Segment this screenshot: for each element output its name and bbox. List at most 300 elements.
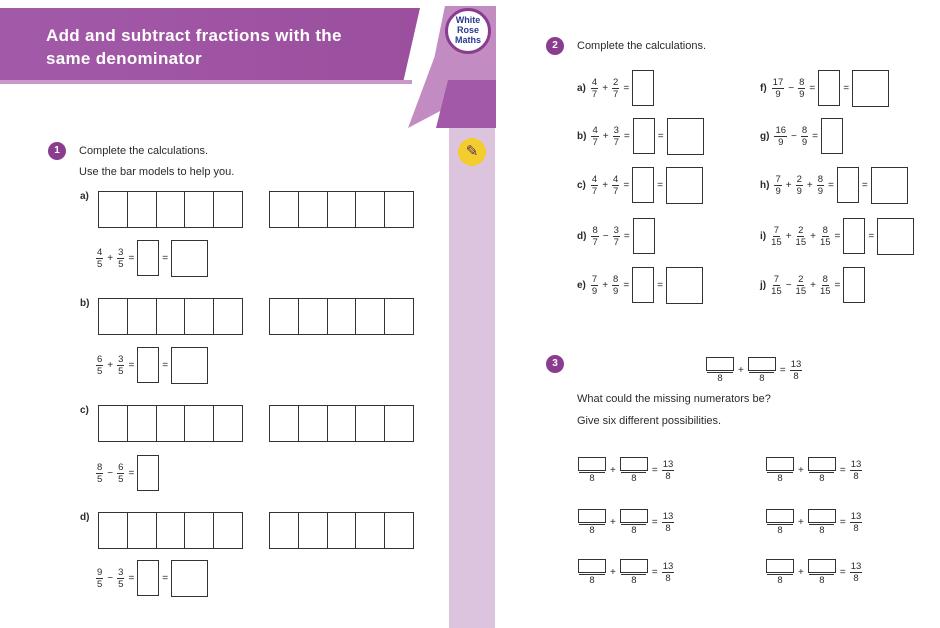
q1-hint: Use the bar models to help you. (79, 166, 235, 178)
denominator: 5 (97, 473, 103, 485)
answer-box[interactable] (667, 118, 704, 155)
numerator: 16 (775, 124, 787, 136)
fraction (772, 77, 785, 100)
numerator: 4 (613, 173, 619, 185)
denominator: 7 (591, 88, 598, 100)
denominator: 7 (613, 88, 619, 100)
equals-sign: = (834, 279, 841, 291)
fraction (796, 274, 807, 297)
operator: − (107, 467, 114, 479)
fraction (620, 559, 648, 586)
fraction (808, 457, 836, 484)
calculation-j (760, 265, 865, 305)
numerator: 4 (97, 246, 103, 258)
bar-cell[interactable] (327, 298, 357, 335)
bar-model (98, 512, 242, 549)
numerator: 13 (790, 358, 802, 370)
fraction (766, 457, 794, 484)
denominator: 15 (819, 236, 831, 248)
bar-model (269, 512, 413, 549)
bar-cell[interactable] (384, 405, 414, 442)
numerator: 2 (796, 173, 802, 185)
possibility-6 (765, 552, 863, 592)
equals-sign: = (623, 130, 630, 142)
answer-box[interactable] (633, 118, 655, 154)
bar-cell[interactable] (156, 405, 186, 442)
numerator: 4 (592, 124, 598, 136)
answer-box[interactable] (818, 70, 840, 106)
part-label: i) (760, 230, 767, 242)
bar-cell[interactable] (98, 405, 128, 442)
fraction (96, 462, 103, 485)
bar-model (98, 191, 242, 228)
bar-cell[interactable] (384, 298, 414, 335)
operator: + (785, 179, 792, 191)
numerator: 8 (799, 76, 805, 88)
bar-cell[interactable] (156, 512, 186, 549)
equals-sign: = (868, 230, 875, 242)
denominator: 8 (665, 572, 671, 584)
bar-cell[interactable] (213, 512, 243, 549)
equals-sign: = (812, 130, 819, 142)
answer-box[interactable] (137, 560, 159, 596)
bar-cell[interactable] (184, 512, 214, 549)
possibility-1 (577, 450, 675, 490)
denominator: 5 (97, 578, 103, 590)
operator: + (602, 82, 609, 94)
equals-sign: = (162, 252, 169, 264)
bar-cell[interactable] (213, 405, 243, 442)
bar-cell[interactable] (327, 512, 357, 549)
fraction (612, 77, 619, 100)
answer-box[interactable] (171, 240, 208, 277)
bar-cell[interactable] (269, 512, 299, 549)
question-2-number: 2 (546, 37, 564, 55)
equals-sign: = (623, 230, 630, 242)
denominator: 15 (819, 285, 831, 297)
operator: + (806, 179, 813, 191)
fraction (774, 125, 787, 148)
answer-box[interactable] (871, 167, 908, 204)
part-label: b) (80, 298, 90, 309)
fraction (578, 457, 606, 484)
fraction (796, 174, 803, 197)
banner-edge (0, 80, 412, 84)
denominator: 8 (767, 574, 792, 586)
numerator: 13 (662, 458, 674, 470)
fraction (850, 511, 863, 534)
possibility-3 (577, 552, 675, 592)
equals-sign: = (828, 179, 834, 191)
bar-cell[interactable] (98, 512, 128, 549)
numerator: 9 (97, 566, 103, 578)
numerator: 2 (798, 224, 804, 236)
calculation (95, 345, 208, 385)
equals-sign: = (651, 516, 658, 528)
fraction (591, 274, 598, 297)
denominator: 8 (579, 574, 604, 586)
equals-sign: = (623, 179, 630, 191)
fraction (591, 225, 598, 248)
fraction (591, 125, 598, 148)
equals-sign: = (128, 572, 135, 584)
denominator: 8 (665, 470, 671, 482)
denominator: 8 (621, 472, 646, 484)
bar-cell[interactable] (269, 298, 299, 335)
calculation-a (577, 68, 654, 108)
denominator: 5 (118, 365, 124, 377)
fraction (613, 125, 620, 148)
answer-box[interactable] (632, 70, 654, 106)
question-3-number: 3 (546, 355, 564, 373)
fraction (774, 174, 781, 197)
operator: + (107, 359, 114, 371)
fraction (796, 225, 807, 248)
bar-cell[interactable] (298, 298, 328, 335)
denominator: 5 (97, 365, 103, 377)
bar-model (98, 405, 242, 442)
numerator-box[interactable] (766, 457, 794, 471)
equals-sign: = (623, 279, 630, 291)
bar-cell[interactable] (98, 191, 128, 228)
denominator: 5 (118, 578, 124, 590)
answer-box[interactable] (137, 455, 159, 491)
bar-cell[interactable] (156, 191, 186, 228)
calculation (95, 238, 208, 278)
bar-cell[interactable] (355, 298, 385, 335)
numerator: 13 (850, 458, 862, 470)
q2-instruction: Complete the calculations. (577, 40, 707, 52)
part-label: b) (577, 130, 587, 142)
numerator: 8 (613, 273, 619, 285)
fraction (798, 77, 805, 100)
numerator: 6 (118, 461, 124, 473)
equals-sign: = (128, 359, 135, 371)
fraction (591, 77, 598, 100)
bar-model (269, 298, 413, 335)
calculation (95, 558, 208, 598)
calculation-h (760, 165, 908, 205)
fraction (662, 459, 675, 482)
part-label: h) (760, 179, 770, 191)
bar-model (269, 191, 413, 228)
numerator-box[interactable] (578, 457, 606, 471)
numerator: 6 (97, 353, 103, 365)
answer-box[interactable] (837, 167, 859, 203)
bar-cell[interactable] (184, 405, 214, 442)
numerator: 17 (772, 76, 784, 88)
denominator: 9 (775, 185, 781, 197)
numerator-box[interactable] (620, 457, 648, 471)
calculation-b (577, 116, 704, 156)
numerator: 3 (118, 246, 124, 258)
denominator: 8 (749, 372, 774, 384)
fraction (591, 174, 598, 197)
bar-cell[interactable] (269, 405, 299, 442)
bar-cell[interactable] (355, 512, 385, 549)
answer-box[interactable] (666, 167, 703, 204)
numerator: 4 (591, 76, 598, 88)
denominator: 8 (707, 372, 732, 384)
part-label: d) (80, 512, 90, 523)
fraction (808, 509, 836, 536)
bar-cell[interactable] (127, 191, 157, 228)
operator: + (810, 279, 816, 291)
denominator: 5 (118, 258, 124, 270)
numerator: 3 (613, 124, 619, 136)
answer-box[interactable] (877, 218, 914, 255)
numerator: 7 (773, 273, 780, 285)
calculation-i (760, 216, 914, 256)
calculation (95, 453, 159, 493)
operator: + (785, 230, 792, 242)
part-label: g) (760, 130, 770, 142)
numerator: 13 (850, 510, 862, 522)
numerator: 3 (613, 224, 619, 236)
bar-cell[interactable] (327, 191, 357, 228)
equals-sign: = (128, 252, 135, 264)
equals-sign: = (657, 179, 664, 191)
numerator-box[interactable] (808, 559, 836, 573)
fraction (117, 354, 124, 377)
fraction (820, 274, 831, 297)
denominator: 15 (795, 236, 807, 248)
fraction (801, 125, 808, 148)
fraction (612, 174, 619, 197)
plus-sign: + (798, 464, 804, 476)
denominator: 8 (621, 524, 646, 536)
fraction (613, 225, 620, 248)
answer-box[interactable] (171, 347, 208, 384)
denominator: 9 (591, 285, 598, 297)
numerator: 13 (662, 510, 674, 522)
denominator: 7 (591, 185, 598, 197)
answer-box[interactable] (632, 267, 654, 303)
equals-sign: = (128, 467, 135, 479)
denominator: 8 (809, 574, 834, 586)
fraction (620, 509, 648, 536)
denominator: 9 (801, 136, 808, 148)
fraction (850, 459, 863, 482)
answer-box[interactable] (666, 267, 703, 304)
equals-sign: = (657, 279, 664, 291)
numerator-box[interactable] (620, 509, 648, 523)
numerator-box[interactable] (766, 509, 794, 523)
bar-cell[interactable] (355, 191, 385, 228)
numerator-box[interactable] (706, 357, 734, 371)
calculation-e (577, 265, 703, 305)
calculation-g (760, 116, 843, 156)
answer-box[interactable] (852, 70, 889, 107)
numerator: 2 (798, 273, 804, 285)
numerator: 8 (97, 461, 103, 473)
bar-cell[interactable] (98, 298, 128, 335)
denominator: 15 (771, 236, 782, 248)
denominator: 8 (809, 524, 834, 536)
calculation-f (760, 68, 889, 108)
denominator: 5 (97, 258, 103, 270)
bar-cell[interactable] (355, 405, 385, 442)
fraction (706, 357, 734, 384)
calculation-d (577, 216, 655, 256)
answer-box[interactable] (632, 167, 654, 203)
bar-cell[interactable] (298, 191, 328, 228)
answer-box[interactable] (843, 218, 865, 254)
numerator-box[interactable] (620, 559, 648, 573)
denominator: 15 (771, 285, 782, 297)
fraction (612, 274, 619, 297)
operator: − (788, 82, 795, 94)
fraction (96, 567, 103, 590)
operator: + (602, 130, 609, 142)
numerator: 4 (591, 173, 598, 185)
denominator: 8 (853, 470, 859, 482)
plus-sign: + (610, 516, 616, 528)
operator: + (602, 179, 609, 191)
operator: − (785, 279, 792, 291)
numerator: 8 (592, 224, 598, 236)
fraction (817, 174, 824, 197)
bar-cell[interactable] (269, 191, 299, 228)
numerator: 3 (118, 566, 124, 578)
pencil-icon: ✎ (458, 138, 486, 166)
fraction (808, 559, 836, 586)
bar-cell[interactable] (298, 512, 328, 549)
fraction (766, 559, 794, 586)
numerator-box[interactable] (808, 457, 836, 471)
white-rose-maths-logo: White Rose Maths (445, 8, 491, 54)
q1-instruction: Complete the calculations. (79, 145, 209, 157)
bar-cell[interactable] (213, 191, 243, 228)
fraction (96, 354, 103, 377)
denominator: 9 (799, 88, 805, 100)
plus-sign: + (610, 464, 616, 476)
denominator: 8 (767, 472, 792, 484)
fraction (771, 225, 782, 248)
bar-cell[interactable] (213, 298, 243, 335)
equals-sign: = (657, 130, 664, 142)
fraction (748, 357, 776, 384)
denominator: 9 (775, 88, 781, 100)
fraction (850, 561, 863, 584)
answer-box[interactable] (821, 118, 843, 154)
answer-box[interactable] (137, 347, 159, 383)
calculation-c (577, 165, 703, 205)
denominator: 8 (579, 524, 604, 536)
part-label: a) (80, 191, 89, 202)
fraction (117, 462, 124, 485)
fraction (662, 511, 675, 534)
bar-cell[interactable] (184, 298, 214, 335)
bar-cell[interactable] (127, 405, 157, 442)
example-equation (705, 350, 803, 390)
fraction (96, 247, 103, 270)
operator: − (602, 230, 609, 242)
possibility-4 (765, 450, 863, 490)
denominator: 8 (853, 572, 859, 584)
equals-sign: = (651, 566, 658, 578)
part-label: j) (760, 279, 767, 291)
equals-sign: = (861, 179, 868, 191)
numerator: 2 (613, 76, 619, 88)
numerator-box[interactable] (808, 509, 836, 523)
numerator-box[interactable] (578, 509, 606, 523)
bar-cell[interactable] (184, 191, 214, 228)
bar-cell[interactable] (384, 512, 414, 549)
question-1-number: 1 (48, 142, 66, 160)
bar-cell[interactable] (298, 405, 328, 442)
denominator: 5 (118, 473, 124, 485)
operator: + (810, 230, 816, 242)
numerator-box[interactable] (578, 559, 606, 573)
operator: − (791, 130, 797, 142)
denominator: 7 (613, 236, 619, 248)
numerator: 3 (118, 353, 124, 365)
possibility-5 (765, 502, 863, 542)
fraction (117, 247, 124, 270)
equals-sign: = (162, 572, 169, 584)
fraction (117, 567, 124, 590)
equals-sign: = (779, 364, 786, 376)
page-title: Add and subtract fractions with the same denominator (46, 26, 342, 68)
numerator: 7 (773, 224, 780, 236)
denominator: 8 (767, 524, 792, 536)
plus-sign: + (610, 566, 616, 578)
denominator: 9 (613, 285, 619, 297)
fraction (578, 559, 606, 586)
possibility-2 (577, 502, 675, 542)
denominator: 9 (817, 185, 824, 197)
bar-cell[interactable] (127, 298, 157, 335)
equals-sign: = (839, 464, 846, 476)
numerator-box[interactable] (748, 357, 776, 371)
fraction (771, 274, 782, 297)
numerator: 7 (775, 173, 781, 185)
bar-model (269, 405, 413, 442)
fraction (820, 225, 831, 248)
answer-box[interactable] (633, 218, 655, 254)
numerator: 8 (822, 224, 828, 236)
bar-cell[interactable] (156, 298, 186, 335)
part-label: c) (80, 405, 89, 416)
bar-cell[interactable] (384, 191, 414, 228)
bar-cell[interactable] (327, 405, 357, 442)
equals-sign: = (839, 516, 846, 528)
bar-cell[interactable] (127, 512, 157, 549)
numerator: 8 (801, 124, 808, 136)
denominator: 9 (778, 136, 784, 148)
part-label: f) (760, 82, 767, 94)
denominator: 8 (579, 472, 604, 484)
part-label: c) (577, 179, 586, 191)
plus-sign: + (798, 516, 804, 528)
q3-question: What could the missing numerators be? (577, 393, 771, 405)
fraction (662, 561, 675, 584)
bar-model (98, 298, 242, 335)
denominator: 7 (613, 136, 619, 148)
part-label: a) (577, 82, 586, 94)
answer-box[interactable] (843, 267, 865, 303)
numerator: 8 (817, 173, 824, 185)
numerator-box[interactable] (766, 559, 794, 573)
denominator: 7 (592, 136, 598, 148)
answer-box[interactable] (171, 560, 208, 597)
equals-sign: = (162, 359, 169, 371)
numerator: 13 (662, 560, 674, 572)
answer-box[interactable] (137, 240, 159, 276)
denominator: 15 (795, 285, 807, 297)
denominator: 8 (793, 370, 799, 382)
